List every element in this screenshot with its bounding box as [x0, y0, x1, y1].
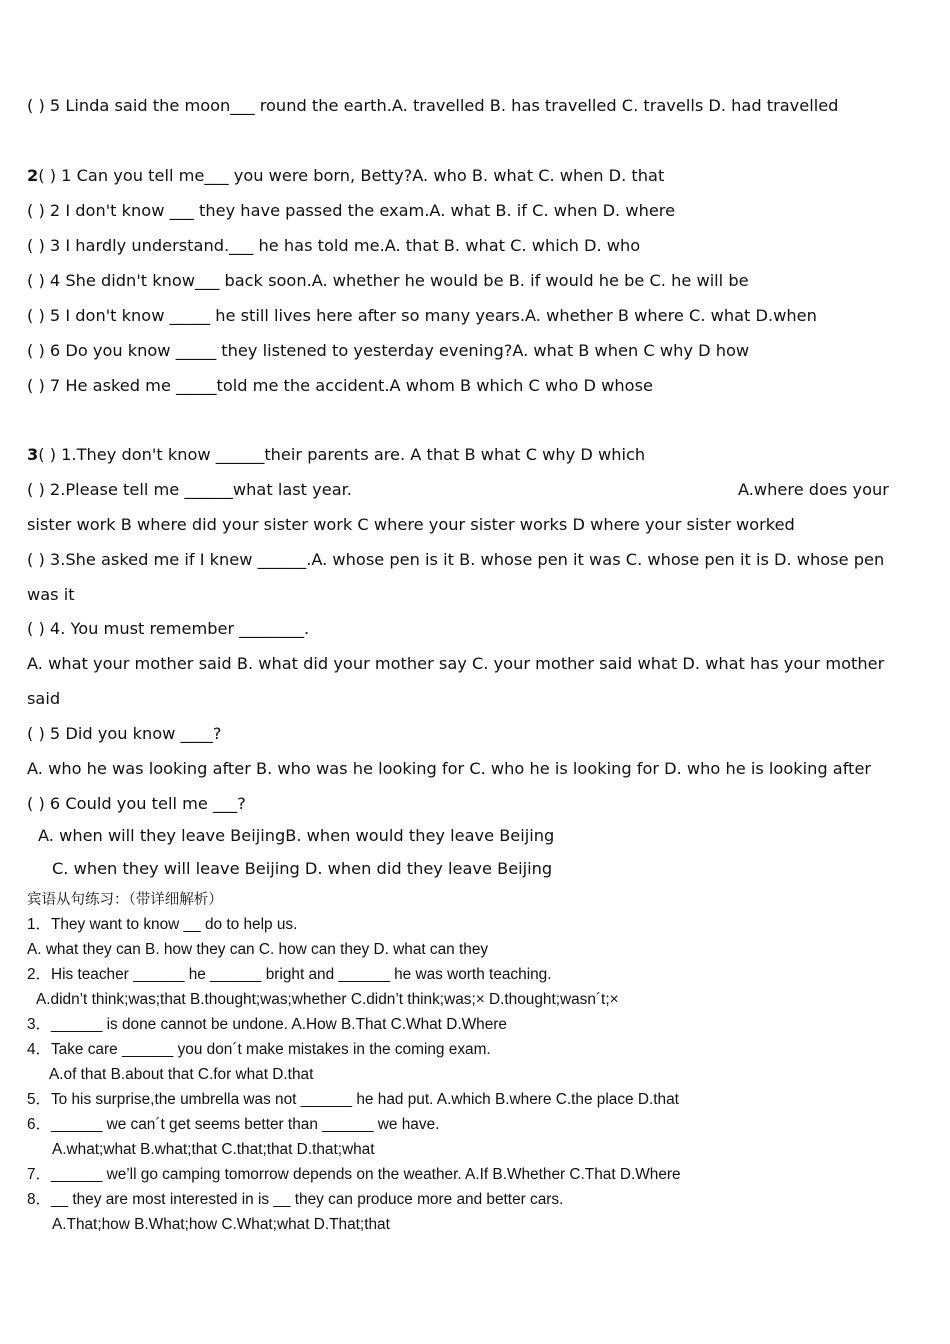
s3-q4-line3: said	[27, 689, 61, 708]
practice-heading: 宾语从句练习：（带详细解析）	[27, 892, 223, 908]
s2-q1: 2( ) 1 Can you tell me___ you were born, Betty?A. who B. what C. when D. that	[27, 166, 665, 185]
s2-q6: ( ) 6 Do you know _____ they listened to yesterday evening?A. what B when C why D how	[27, 341, 750, 360]
s3-q4-line1: ( ) 4. You must remember ________.	[27, 619, 310, 638]
practice-q8-options: A.That;how B.What;how C.What;what D.That;that	[52, 1216, 390, 1233]
s3-q5-line2: A. who he was looking after B. who was he looking for C. who he is looking for D. who he is looking after	[27, 759, 872, 778]
s3-q4-line2: A. what your mother said B. what did your mother say C. your mother said what D. what has your mother	[27, 654, 885, 673]
s3-q2-line1-end: A.where does your	[738, 480, 889, 499]
s2-q4: ( ) 4 She didn't know___ back soon.A. whether he would be B. if would he be C. he will be	[27, 271, 749, 290]
s3-q6-line2: A. when will they leave BeijingB. when would they leave Beijing	[38, 826, 555, 845]
s2-q7: ( ) 7 He asked me _____told me the accident.A whom B which C who D whose	[27, 376, 653, 395]
s2-q5: ( ) 5 I don't know _____ he still lives here after so many years.A. whether B where C. what D.when	[27, 306, 817, 325]
s1-q5: ( ) 5 Linda said the moon___ round the earth.A. travelled B. has travelled C. travells D. had travelled	[27, 96, 839, 115]
practice-q4-options: A.of that B.about that C.for what D.that	[49, 1066, 314, 1083]
practice-q6: 6．______ we can´t get seems better than ______ we have.	[27, 1116, 440, 1133]
practice-q7: 7．______ we’ll go camping tomorrow depends on the weather. A.If B.Whether C.That D.Where	[27, 1166, 681, 1183]
s3-q2-line2: sister work B where did your sister work C where your sister works D where your sister worked	[27, 515, 795, 534]
s2-q2: ( ) 2 I don't know ___ they have passed the exam.A. what B. if C. when D. where	[27, 201, 676, 220]
practice-q1: 1．They want to know __ do to help us.	[27, 916, 298, 933]
practice-q2: 2．His teacher ______ he ______ bright and ______ he was worth teaching.	[27, 966, 552, 983]
s3-q3-line2: was it	[27, 585, 75, 604]
s3-q3-line1: ( ) 3.She asked me if I knew ______.A. whose pen is it B. whose pen it was C. whose pen it is D. whose pen	[27, 550, 885, 569]
practice-q8: 8．__ they are most interested in is __ they can produce more and better cars.	[27, 1191, 564, 1208]
practice-q1-options: A. what they can B. how they can C. how can they D. what can they	[27, 941, 489, 958]
s3-q6-line1: ( ) 6 Could you tell me ___?	[27, 794, 246, 813]
section-3-number: 3	[27, 445, 39, 464]
s3-q2-line1: ( ) 2.Please tell me ______what last year.	[27, 480, 352, 499]
s3-q6-line3: C. when they will leave Beijing D. when did they leave Beijing	[52, 859, 553, 878]
practice-q6-options: A.what;what B.what;that C.that;that D.that;what	[52, 1141, 375, 1158]
s2-q3: ( ) 3 I hardly understand.___ he has told me.A. that B. what C. which D. who	[27, 236, 641, 255]
practice-q4: 4．Take care ______ you don´t make mistakes in the coming exam.	[27, 1041, 491, 1058]
practice-q5: 5．To his surprise,the umbrella was not ______ he had put. A.which B.where C.the place D.that	[27, 1091, 679, 1108]
practice-q3: 3．______ is done cannot be undone. A.How B.That C.What D.Where	[27, 1016, 507, 1033]
practice-q2-options: A.didn’t think;was;that B.thought;was;whether C.didn’t think;was;× D.thought;wasn´t;×	[36, 991, 619, 1008]
section-2-number: 2	[27, 166, 39, 185]
s3-q1: 3( ) 1.They don't know ______their parents are. A that B what C why D which	[27, 445, 646, 464]
s3-q5-line1: ( ) 5 Did you know ____?	[27, 724, 222, 743]
